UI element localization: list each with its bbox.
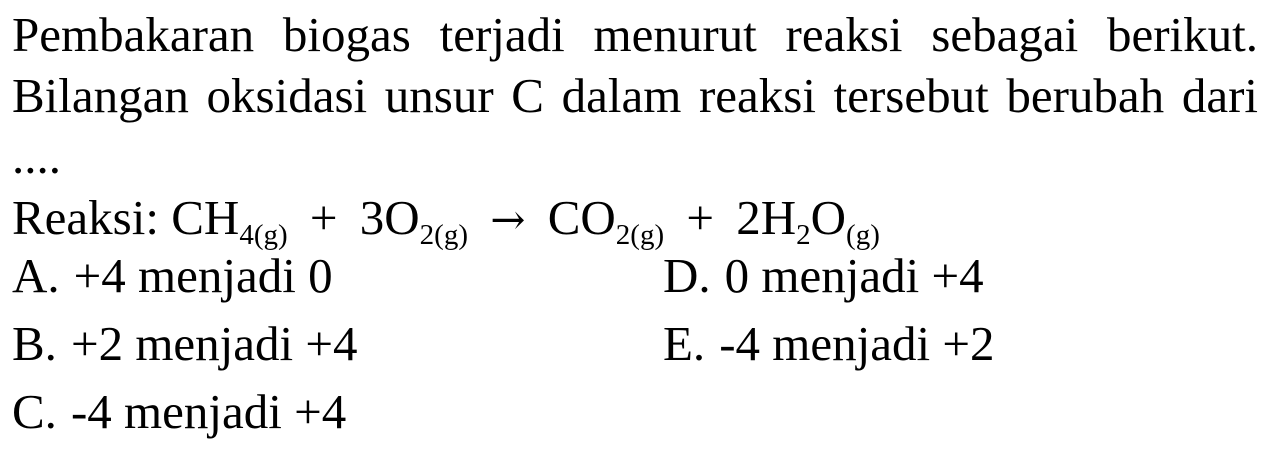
option-text: -4 menjadi +4 <box>70 384 347 439</box>
option-letter: E. <box>663 316 706 371</box>
option-text: +4 menjadi 0 <box>73 248 333 303</box>
option-letter: C. <box>12 384 57 439</box>
option-text: +2 menjadi +4 <box>70 316 358 371</box>
option-text: -4 menjadi +2 <box>719 316 995 371</box>
reaction-label: Reaksi: <box>12 190 159 245</box>
reaction-arrow-icon: → <box>490 195 526 244</box>
option-text: 0 menjadi +4 <box>724 248 984 303</box>
option-letter: A. <box>12 248 60 303</box>
option-d[interactable] <box>663 246 984 306</box>
plus-sign: + <box>686 190 714 245</box>
option-e[interactable] <box>663 314 994 374</box>
option-letter: B. <box>12 316 57 371</box>
option-letter: D. <box>663 248 711 303</box>
reaction-equation <box>12 188 880 255</box>
plus-sign: + <box>309 190 338 245</box>
methane-formula: $CH_{4(g)}$ <box>171 190 288 251</box>
option-b[interactable] <box>12 314 358 374</box>
option-c[interactable] <box>12 382 346 442</box>
water-formula: $2H_2O_{(g)}$ <box>736 190 880 251</box>
question-text: Pembakaran biogas terjadi menurut reaksi sebagai berikut. Bilangan oksidasi unsur C dalam reaksi tersebut berubah dari .... <box>12 7 1258 184</box>
oxygen-formula: $3O_{2(g)}$ <box>359 190 468 251</box>
carbon-dioxide-formula: $CO_{2(g)}$ <box>547 190 665 251</box>
option-a[interactable] <box>12 246 333 306</box>
